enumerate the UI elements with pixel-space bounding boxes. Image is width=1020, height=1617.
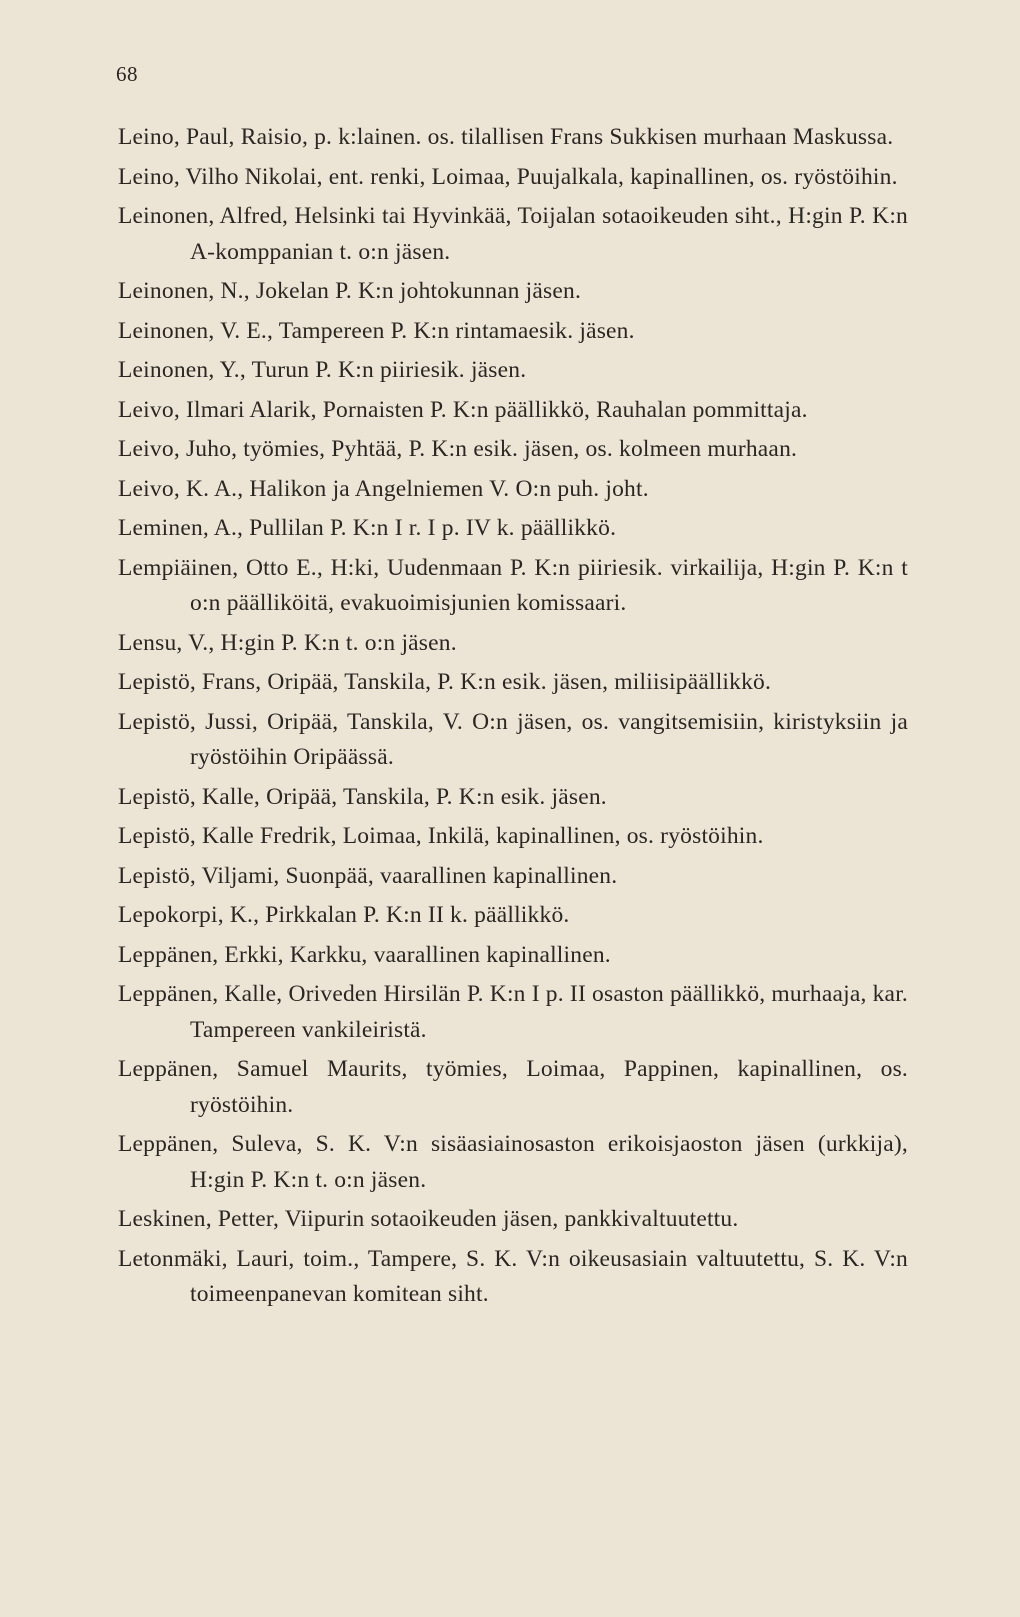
- list-item: Leppänen, Kalle, Oriveden Hirsilän P. K:n I p. II osaston päällikkö, murhaaja, kar. Tampereen vankileiristä.: [118, 981, 908, 1043]
- list-item: Lensu, V., H:gin P. K:n t. o:n jäsen.: [118, 629, 457, 656]
- list-item: Lepistö, Jussi, Oripää, Tanskila, V. O:n jäsen, os. vangitsemisiin, kiristyksiin ja ryöstöihin Oripäässä.: [118, 708, 908, 770]
- list-item: Leppänen, Samuel Maurits, työmies, Loimaa, Pappinen, kapinallinen, os. ryöstöihin.: [118, 1056, 908, 1118]
- list-item: Lepistö, Kalle, Oripää, Tanskila, P. K:n esik. jäsen.: [118, 783, 607, 810]
- list-item: Lempiäinen, Otto E., H:ki, Uudenmaan P. K:n piiriesik. virkailija, H:gin P. K:n t o:n päälliköitä, evakuoimisjunien komissaari.: [118, 554, 908, 616]
- list-item: Leinonen, V. E., Tampereen P. K:n rintamaesik. jäsen.: [118, 317, 635, 344]
- page-number: 68: [116, 62, 138, 86]
- list-item: Lepistö, Frans, Oripää, Tanskila, P. K:n esik. jäsen, miliisipäällikkö.: [118, 669, 772, 695]
- list-item: Leinonen, Alfred, Helsinki tai Hyvinkää, Toijalan sotaoikeuden siht., H:gin P. K:n A-komppanian t. o:n jäsen.: [118, 203, 908, 265]
- list-item: Leivo, Juho, työmies, Pyhtää, P. K:n esik. jäsen, os. kolmeen murhaan.: [118, 436, 798, 462]
- list-item: Leinonen, Y., Turun P. K:n piiriesik. jäsen.: [118, 357, 527, 383]
- list-item: Leskinen, Petter, Viipurin sotaoikeuden jäsen, pankkivaltuutettu.: [118, 1206, 739, 1232]
- list-item: Lepistö, Kalle Fredrik, Loimaa, Inkilä, kapinallinen, os. ryöstöihin.: [118, 823, 764, 849]
- list-item: Leminen, A., Pullilan P. K:n I r. I p. IV k. päällikkö.: [118, 515, 617, 541]
- list-item: Leinonen, N., Jokelan P. K:n johtokunnan jäsen.: [118, 278, 582, 304]
- list-item: Leino, Vilho Nikolai, ent. renki, Loimaa, Puujalkala, kapinallinen, os. ryöstöihin.: [118, 163, 898, 190]
- list-item: Lepokorpi, K., Pirkkalan P. K:n II k. päällikkö.: [118, 902, 570, 928]
- list-item: Leivo, Ilmari Alarik, Pornaisten P. K:n päällikkö, Rauhalan pommittaja.: [118, 396, 808, 423]
- list-item: Lepistö, Viljami, Suonpää, vaarallinen kapinallinen.: [118, 862, 618, 889]
- list-item: Leppänen, Erkki, Karkku, vaarallinen kapinallinen.: [118, 941, 611, 968]
- list-item: Leino, Paul, Raisio, p. k:lainen. os. tilallisen Frans Sukkisen murhaan Maskussa.: [118, 124, 894, 150]
- entry-list: [118, 120, 908, 1317]
- list-item: Leppänen, Suleva, S. K. V:n sisäasiainosaston erikoisjaoston jäsen (urkkija), H:gin P. K:n t. o:n jäsen.: [118, 1131, 908, 1193]
- list-item: Letonmäki, Lauri, toim., Tampere, S. K. V:n oikeusasiain valtuutettu, S. K. V:n toimeenpanevan komitean siht.: [118, 1245, 908, 1307]
- list-item: Leivo, K. A., Halikon ja Angelniemen V. O:n puh. joht.: [118, 475, 649, 502]
